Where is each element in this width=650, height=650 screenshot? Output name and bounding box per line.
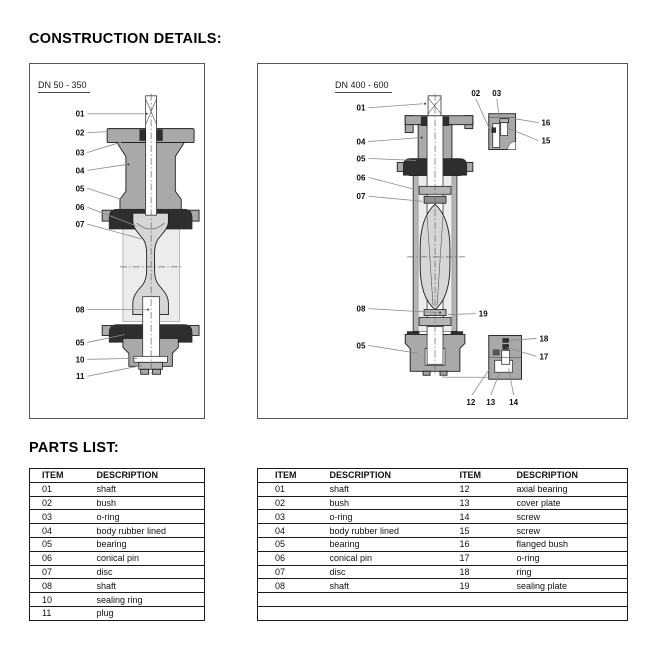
cell-item: 16 <box>443 537 500 551</box>
cell-item: 18 <box>443 565 500 579</box>
cell-description: disc <box>85 565 205 579</box>
leader-line <box>87 188 121 199</box>
detail-connector <box>443 371 489 377</box>
leader-line <box>87 142 123 153</box>
bush-seal <box>421 117 427 126</box>
cell-item: 14 <box>443 510 500 524</box>
cell-item: 01 <box>30 482 85 496</box>
cell-item: 08 <box>30 579 85 593</box>
table-row <box>30 593 205 607</box>
cell-empty <box>313 606 443 620</box>
bolt <box>440 371 447 375</box>
dn-range-label: DN 400 - 600 <box>335 80 392 93</box>
leader-dot <box>439 312 441 314</box>
leader-line <box>368 138 420 142</box>
table-row-empty <box>258 593 628 607</box>
callout-label: 19 <box>478 309 488 319</box>
bush-seal <box>157 130 163 141</box>
diagram-panel-dn400-600 <box>257 63 628 419</box>
callout-label: 17 <box>539 352 549 362</box>
callout-label: 01 <box>75 109 85 119</box>
table-row <box>30 537 205 551</box>
bush-seal <box>443 117 449 126</box>
bolt <box>141 369 149 374</box>
callout-label: 13 <box>486 398 496 408</box>
col-header-description: DESCRIPTION <box>500 469 628 483</box>
cell-item: 17 <box>443 551 500 565</box>
bolt <box>153 369 161 374</box>
callout-label: 16 <box>541 118 551 128</box>
leader-dot <box>424 103 426 105</box>
callout-label: 02 <box>471 88 481 98</box>
cell-description: ring <box>500 565 628 579</box>
cell-item: 11 <box>30 606 85 620</box>
table-row <box>30 510 205 524</box>
cell-description: shaft <box>313 579 443 593</box>
lower-shaft <box>427 327 443 365</box>
cell-item: 05 <box>258 537 313 551</box>
leader-line <box>472 367 491 395</box>
col-header-description: DESCRIPTION <box>85 469 205 483</box>
cell-item: 02 <box>258 496 313 510</box>
cell-description: bush <box>85 496 205 510</box>
table-row <box>258 482 628 496</box>
cell-item: 01 <box>258 482 313 496</box>
cell-description: plug <box>85 606 205 620</box>
callout-label: 07 <box>356 192 366 202</box>
cell-description: sealing plate <box>500 579 628 593</box>
cell-item: 19 <box>443 579 500 593</box>
cell-empty <box>313 593 443 607</box>
cell-item: 15 <box>443 524 500 538</box>
dn-range-label: DN 50 - 350 <box>38 80 90 93</box>
cell-description: bush <box>313 496 443 510</box>
cell-description: cover plate <box>500 496 628 510</box>
parts-table-dn50-350 <box>29 468 205 621</box>
cell-item: 03 <box>258 510 313 524</box>
callout-label: 05 <box>356 154 366 164</box>
valve-cross-section-dn50-350 <box>30 64 204 418</box>
parts-table-dn400-600 <box>257 468 628 621</box>
cell-description: disc <box>313 565 443 579</box>
col-header-description: DESCRIPTION <box>313 469 443 483</box>
cell-description: o-ring <box>85 510 205 524</box>
page-title: CONSTRUCTION DETAILS: <box>29 31 222 47</box>
table-row <box>30 606 205 620</box>
cell-item: 02 <box>30 496 85 510</box>
callout-label: 05 <box>75 184 85 194</box>
callout-label: 05 <box>75 338 85 348</box>
col-header-item: ITEM <box>258 469 313 483</box>
leader-line <box>368 177 414 189</box>
table-row <box>258 565 628 579</box>
callout-label: 14 <box>509 398 519 408</box>
cell-item: 13 <box>443 496 500 510</box>
leader-dot <box>147 309 149 311</box>
cell-description: body rubber lined <box>85 524 205 538</box>
cell-description: bearing <box>85 537 205 551</box>
cell-item: 06 <box>258 551 313 565</box>
sealing-ring <box>134 356 168 362</box>
valve-cross-section-dn400-600 <box>258 64 627 418</box>
cell-description: sealing ring <box>85 593 205 607</box>
cell-item: 06 <box>30 551 85 565</box>
cell-description: flanged bush <box>500 537 628 551</box>
cell-empty <box>258 606 313 620</box>
cell-item: 12 <box>443 482 500 496</box>
cell-empty <box>500 593 628 607</box>
callout-label: 03 <box>75 148 85 158</box>
callout-label: 04 <box>356 137 366 147</box>
cell-empty <box>500 606 628 620</box>
leader-dot <box>127 163 129 165</box>
cell-description: shaft <box>85 482 205 496</box>
cell-empty <box>443 593 500 607</box>
table-row <box>30 579 205 593</box>
ring-seal <box>503 338 509 342</box>
table-row <box>30 551 205 565</box>
bolt <box>423 371 430 375</box>
callout-label: 06 <box>356 173 366 183</box>
table-header-row <box>30 469 205 483</box>
leader-line <box>515 119 539 123</box>
callout-label: 04 <box>75 166 85 176</box>
plug <box>139 362 163 369</box>
cell-item: 03 <box>30 510 85 524</box>
table-row <box>258 551 628 565</box>
table-row <box>258 510 628 524</box>
callout-label: 02 <box>75 128 85 138</box>
table-row <box>30 496 205 510</box>
cell-item: 10 <box>30 593 85 607</box>
cell-item: 05 <box>30 537 85 551</box>
cell-description: bearing <box>313 537 443 551</box>
parts-list-title: PARTS LIST: <box>29 440 120 456</box>
leader-line <box>368 104 423 108</box>
cell-description: o-ring <box>500 551 628 565</box>
callout-label: 01 <box>356 103 366 113</box>
leader-line <box>87 164 127 170</box>
table-row <box>30 524 205 538</box>
table-row <box>258 524 628 538</box>
table-row <box>30 565 205 579</box>
table-row <box>30 482 205 496</box>
rubber-seal-upper <box>441 158 467 175</box>
table-row <box>258 579 628 593</box>
axial-bearing <box>493 349 500 355</box>
leader-line <box>87 365 142 376</box>
leader-line <box>87 132 108 133</box>
table-row <box>258 537 628 551</box>
rubber-seal-upper <box>403 158 429 175</box>
cell-description: body rubber lined <box>313 524 443 538</box>
detail-channel <box>493 124 500 148</box>
cell-item: 07 <box>30 565 85 579</box>
table-header-row <box>258 469 628 483</box>
cell-description: conical pin <box>85 551 205 565</box>
callout-label: 06 <box>75 203 85 213</box>
cell-description: axial bearing <box>500 482 628 496</box>
cell-item: 08 <box>258 579 313 593</box>
col-header-item: ITEM <box>30 469 85 483</box>
table-row-empty <box>258 606 628 620</box>
screw <box>501 123 508 136</box>
callout-label: 08 <box>356 304 366 314</box>
cell-description: screw <box>500 524 628 538</box>
callout-label: 11 <box>76 372 85 382</box>
leader-dot <box>421 137 423 139</box>
callout-label: 18 <box>539 334 549 344</box>
cell-item: 07 <box>258 565 313 579</box>
o-ring-seal <box>492 128 496 133</box>
bush-seal <box>140 130 146 141</box>
table-row <box>258 496 628 510</box>
diagram-panel-dn50-350 <box>29 63 205 419</box>
flanged-bush <box>500 119 509 123</box>
col-header-item: ITEM <box>443 469 500 483</box>
cell-description: screw <box>500 510 628 524</box>
callout-label: 10 <box>75 355 85 365</box>
callout-label: 15 <box>541 136 551 146</box>
o-ring-seal <box>503 344 509 349</box>
cell-description: shaft <box>313 482 443 496</box>
cell-empty <box>258 593 313 607</box>
cell-description: conical pin <box>313 551 443 565</box>
callout-label: 03 <box>492 88 502 98</box>
cell-item: 04 <box>30 524 85 538</box>
cell-empty <box>443 606 500 620</box>
leader-dot <box>146 113 148 115</box>
callout-label: 07 <box>75 220 85 230</box>
callout-label: 05 <box>356 341 366 351</box>
callout-label: 08 <box>75 305 85 315</box>
callout-label: 12 <box>466 398 476 408</box>
cell-description: o-ring <box>313 510 443 524</box>
cell-description: shaft <box>85 579 205 593</box>
cell-item: 04 <box>258 524 313 538</box>
